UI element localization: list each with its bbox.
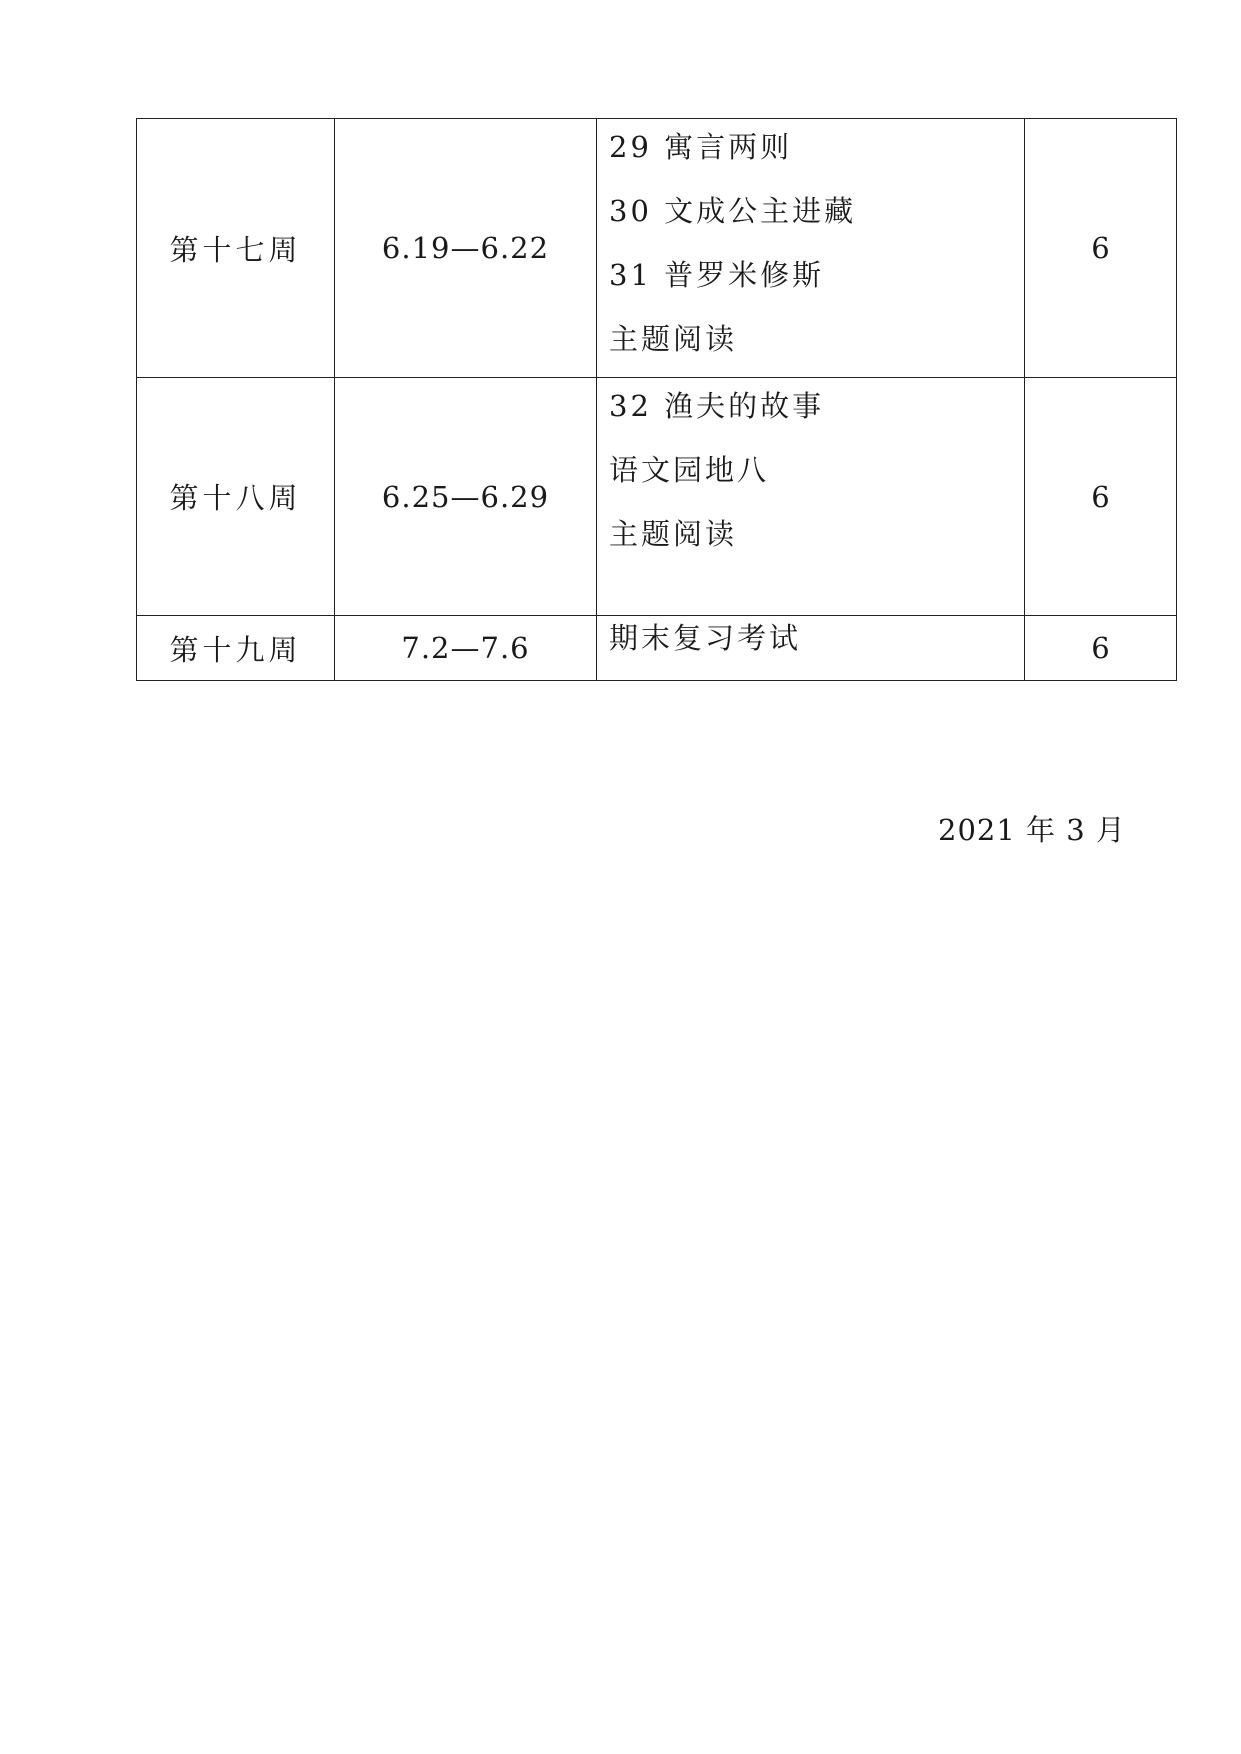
content-cell	[597, 378, 1025, 616]
lesson-list	[597, 119, 1024, 375]
table-row	[137, 616, 1177, 681]
lesson-list	[597, 616, 1024, 680]
hours-value: 6	[1091, 231, 1110, 265]
content-cell	[597, 616, 1025, 681]
date-range: 6.19—6.22	[381, 231, 550, 265]
week-cell	[137, 616, 335, 681]
lesson-item: 主题阅读	[609, 517, 738, 551]
document-date: 2021 年 3 月	[938, 813, 1126, 847]
hours-cell	[1025, 616, 1177, 681]
lesson-item: 期末复习考试	[609, 621, 802, 655]
lesson-item: 29 寓言两则	[609, 130, 793, 164]
hours-value: 6	[1091, 631, 1110, 665]
date-range-cell	[335, 119, 597, 378]
date-range: 6.25—6.29	[381, 479, 550, 514]
week-label: 第十七周	[169, 232, 302, 267]
week-label: 第十八周	[169, 481, 302, 515]
hours-cell	[1025, 378, 1177, 616]
hours-value: 6	[1091, 479, 1110, 514]
lesson-item: 30 文成公主进藏	[609, 194, 857, 228]
table-row	[137, 119, 1177, 378]
date-range-cell	[335, 616, 597, 681]
lesson-item: 31 普罗米修斯	[609, 258, 825, 292]
week-cell	[137, 119, 335, 378]
lesson-item: 主题阅读	[609, 322, 738, 356]
teaching-schedule-table	[136, 118, 1177, 681]
table-row	[137, 378, 1177, 616]
date-range: 7.2—7.6	[401, 631, 530, 665]
hours-cell	[1025, 119, 1177, 378]
content-cell	[597, 119, 1025, 378]
week-label: 第十九周	[169, 632, 302, 667]
lesson-item: 语文园地八	[609, 453, 770, 487]
date-range-cell	[335, 378, 597, 616]
lesson-item: 32 渔夫的故事	[609, 389, 825, 423]
lesson-list	[597, 378, 1024, 570]
week-cell	[137, 378, 335, 616]
